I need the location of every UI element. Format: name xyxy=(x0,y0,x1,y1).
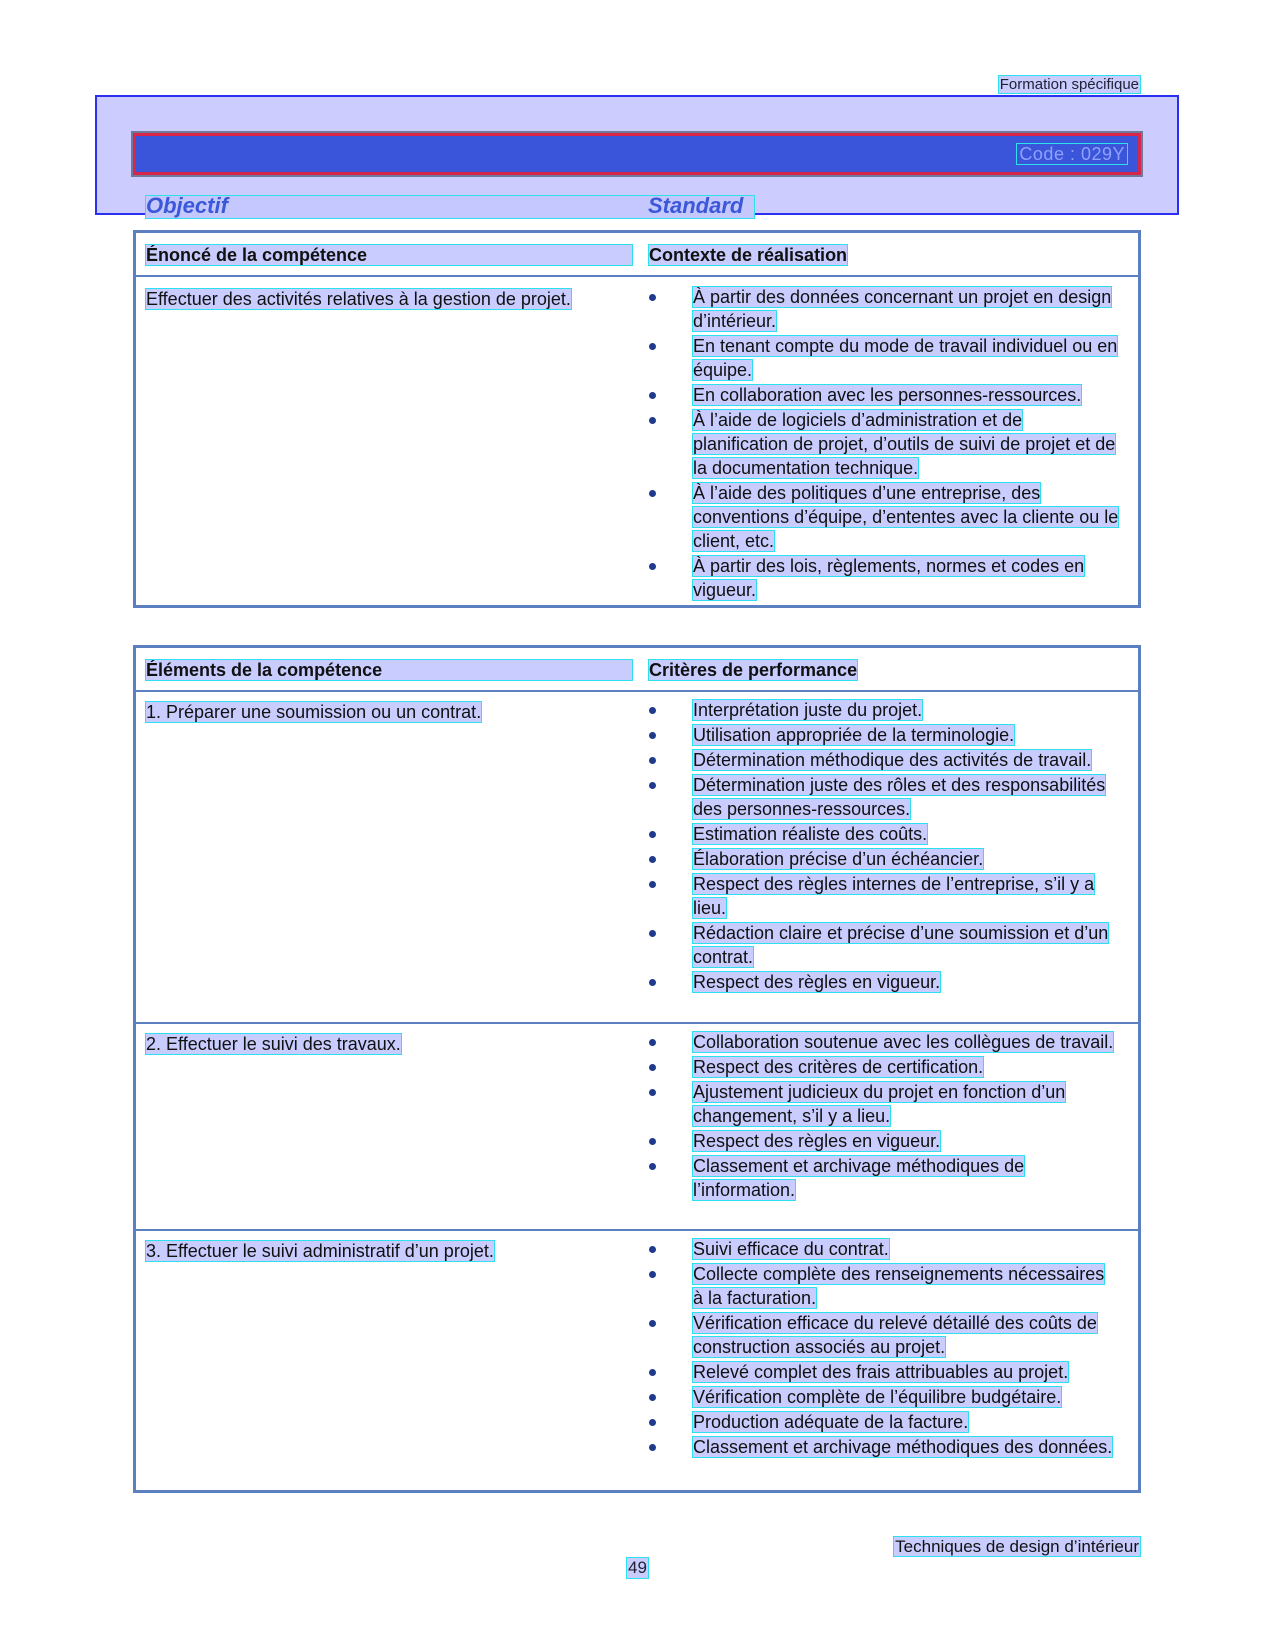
list-item xyxy=(649,383,1119,407)
list-item xyxy=(649,1360,1119,1384)
bullet-icon xyxy=(649,1419,656,1426)
list-item-text: Interprétation juste du projet. xyxy=(693,700,923,720)
code-label: Code : 029Y xyxy=(1016,143,1128,165)
bullet-icon xyxy=(649,979,656,986)
element-2-label: 2. Effectuer le suivi des travaux. xyxy=(146,1034,401,1054)
list-item xyxy=(649,847,1119,871)
list-item-text: Relevé complet des frais attribuables au projet. xyxy=(693,1362,1069,1382)
list-item xyxy=(649,1385,1119,1409)
list-item xyxy=(649,970,1119,994)
element-row-2 xyxy=(136,1024,1138,1231)
list-item-text: Vérification complète de l’équilibre budgétaire. xyxy=(693,1387,1062,1407)
list-item-text: Classement et archivage méthodiques de l’information. xyxy=(693,1156,1025,1200)
bullet-icon xyxy=(649,757,656,764)
list-item-text: Collecte complète des renseignements nécessaires à la facturation. xyxy=(693,1264,1105,1308)
bullet-icon xyxy=(649,881,656,888)
competence-table-header xyxy=(136,233,1138,277)
list-item-text: En tenant compte du mode de travail individuel ou en équipe. xyxy=(693,336,1118,380)
elements-table-header xyxy=(136,648,1138,692)
list-item-text: À partir des données concernant un projet en design d’intérieur. xyxy=(693,287,1112,331)
bullet-icon xyxy=(649,707,656,714)
bullet-icon xyxy=(649,732,656,739)
list-item-text: Suivi efficace du contrat. xyxy=(693,1239,889,1259)
list-item xyxy=(649,1055,1119,1079)
page-number: 49 xyxy=(628,1558,647,1577)
standard-label: Standard xyxy=(648,193,744,218)
list-item-text: Estimation réaliste des coûts. xyxy=(693,824,928,844)
list-item-text: À l’aide des politiques d’une entreprise, des conventions d’équipe, d’ententes avec la cliente ou le client, etc. xyxy=(693,483,1119,551)
list-item-text: Rédaction claire et précise d’une soumission et d’un contrat. xyxy=(693,923,1109,967)
list-item xyxy=(649,698,1119,722)
list-item-text: À l’aide de logiciels d’administration et de planification de projet, d’outils de suivi de projet et de la documentation technique. xyxy=(693,410,1116,478)
list-item-text: Classement et archivage méthodiques des données. xyxy=(693,1437,1113,1457)
list-item-text: Respect des règles en vigueur. xyxy=(693,1131,941,1151)
list-item xyxy=(649,1410,1119,1434)
bullet-icon xyxy=(649,856,656,863)
bullet-icon xyxy=(649,1271,656,1278)
list-item xyxy=(649,481,1119,553)
list-item-text: Détermination méthodique des activités de travail. xyxy=(693,750,1092,770)
list-item xyxy=(649,334,1119,382)
objective-label: Objectif xyxy=(146,193,228,218)
footer-title: Techniques de design d’intérieur xyxy=(895,1537,1139,1556)
list-item-text: Respect des règles internes de l’entreprise, s’il y a lieu. xyxy=(693,874,1095,918)
list-item-text: Collaboration soutenue avec les collègues de travail. xyxy=(693,1032,1114,1052)
competence-statement: Effectuer des activités relatives à la gestion de projet. xyxy=(146,289,571,309)
bullet-icon xyxy=(649,1138,656,1145)
bullet-icon xyxy=(649,1394,656,1401)
context-column-heading: Contexte de réalisation xyxy=(649,245,848,265)
list-item-text: En collaboration avec les personnes-ressources. xyxy=(693,385,1082,405)
bullet-icon xyxy=(649,1163,656,1170)
bullet-icon xyxy=(649,1039,656,1046)
criteria-list-2 xyxy=(649,1030,1119,1203)
element-3-label: 3. Effectuer le suivi administratif d’un projet. xyxy=(146,1241,494,1261)
list-item-text: Production adéquate de la facture. xyxy=(693,1412,969,1432)
elements-table xyxy=(133,645,1141,1493)
bullet-icon xyxy=(649,1089,656,1096)
list-item xyxy=(649,1129,1119,1153)
competence-row xyxy=(136,277,1138,607)
list-item xyxy=(649,1435,1119,1459)
list-item-text: Détermination juste des rôles et des responsabilités des personnes-ressources. xyxy=(693,775,1106,819)
context-list xyxy=(649,285,1119,603)
criteria-list-3 xyxy=(649,1237,1119,1460)
list-item-text: Respect des règles en vigueur. xyxy=(693,972,941,992)
criteria-list-1 xyxy=(649,698,1119,995)
list-item xyxy=(649,723,1119,747)
bullet-icon xyxy=(649,831,656,838)
bullet-icon xyxy=(649,417,656,424)
bullet-icon xyxy=(649,490,656,497)
element-row-1 xyxy=(136,692,1138,1024)
list-item xyxy=(649,1237,1119,1261)
element-1-label: 1. Préparer une soumission ou un contrat. xyxy=(146,702,482,722)
list-item-text: Utilisation appropriée de la terminologie. xyxy=(693,725,1015,745)
elements-column-heading: Éléments de la compétence xyxy=(146,660,632,680)
element-row-3 xyxy=(136,1231,1138,1491)
code-bar xyxy=(133,133,1141,175)
bullet-icon xyxy=(649,1444,656,1451)
competence-table xyxy=(133,230,1141,608)
bullet-icon xyxy=(649,1369,656,1376)
list-item xyxy=(649,1154,1119,1202)
bullet-icon xyxy=(649,392,656,399)
list-item xyxy=(649,921,1119,969)
list-item xyxy=(649,1262,1119,1310)
bullet-icon xyxy=(649,294,656,301)
list-item xyxy=(649,1080,1119,1128)
list-item xyxy=(649,1311,1119,1359)
bullet-icon xyxy=(649,1064,656,1071)
list-item-text: Respect des critères de certification. xyxy=(693,1057,984,1077)
list-item xyxy=(649,773,1119,821)
list-item xyxy=(649,408,1119,480)
list-item xyxy=(649,1030,1119,1054)
list-item xyxy=(649,822,1119,846)
list-item-text: À partir des lois, règlements, normes et codes en vigueur. xyxy=(693,556,1085,600)
list-item xyxy=(649,748,1119,772)
list-item-text: Vérification efficace du relevé détaillé des coûts de construction associés au projet. xyxy=(693,1313,1097,1357)
running-head: Formation spécifique xyxy=(999,76,1139,93)
bullet-icon xyxy=(649,1320,656,1327)
bullet-icon xyxy=(649,563,656,570)
bullet-icon xyxy=(649,782,656,789)
statement-column-heading: Énoncé de la compétence xyxy=(146,245,632,265)
list-item-text: Élaboration précise d’un échéancier. xyxy=(693,849,984,869)
bullet-icon xyxy=(649,1246,656,1253)
list-item xyxy=(649,872,1119,920)
criteria-column-heading: Critères de performance xyxy=(649,660,858,680)
bullet-icon xyxy=(649,930,656,937)
bullet-icon xyxy=(649,343,656,350)
list-item-text: Ajustement judicieux du projet en fonction d’un changement, s’il y a lieu. xyxy=(693,1082,1066,1126)
list-item xyxy=(649,285,1119,333)
list-item xyxy=(649,554,1119,602)
